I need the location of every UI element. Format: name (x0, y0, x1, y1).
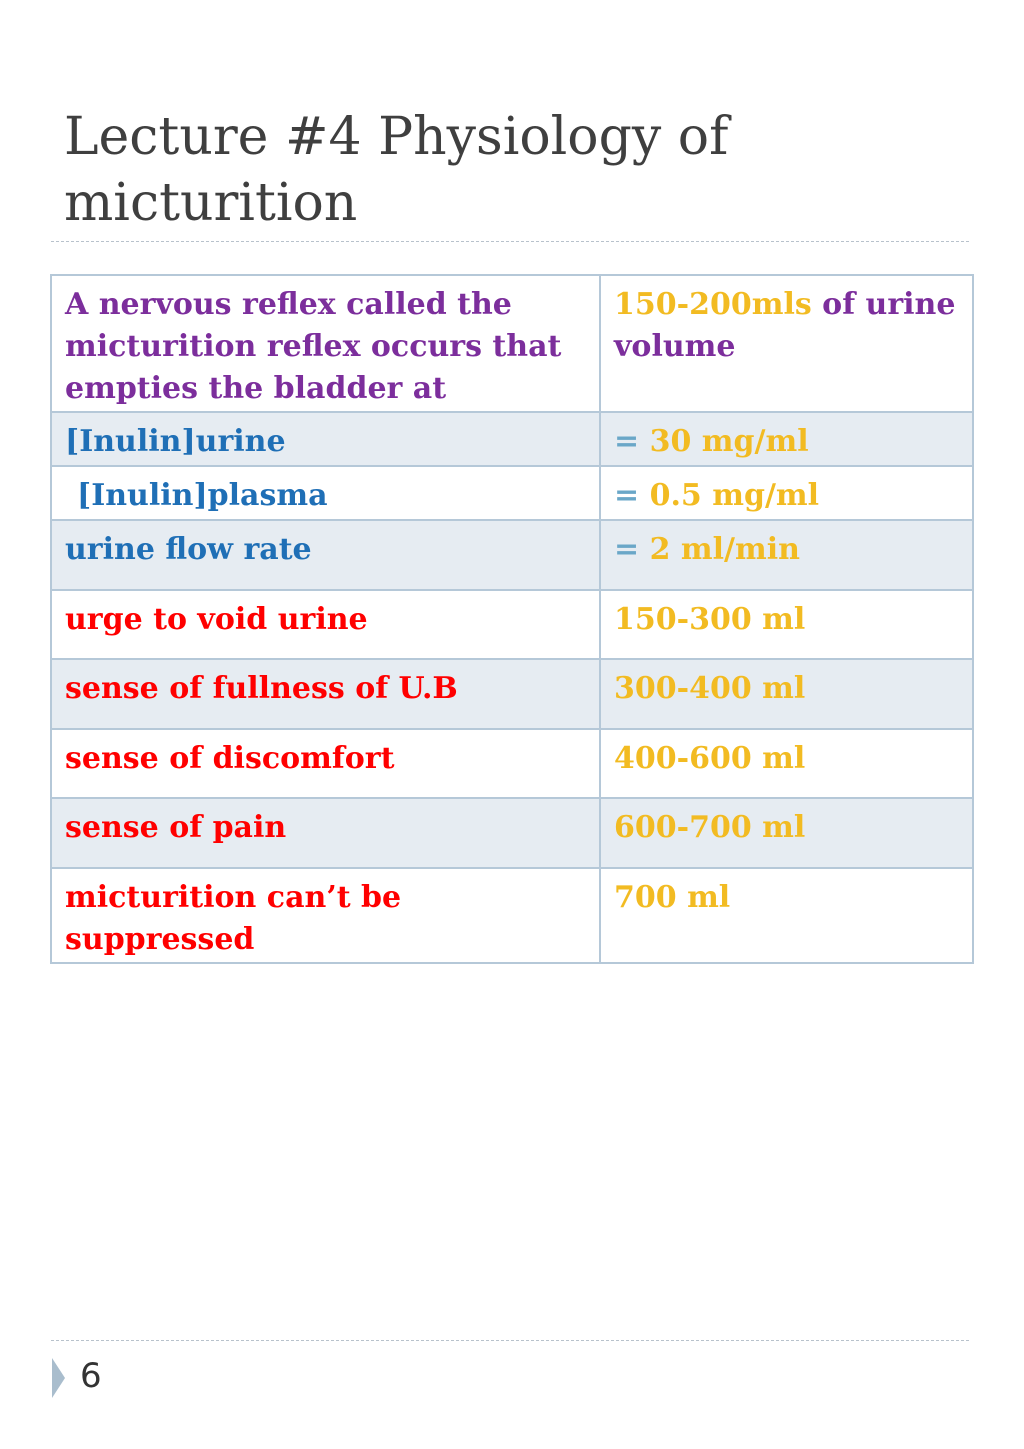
equals-sign: = (614, 532, 650, 567)
footer-divider (51, 1340, 969, 1341)
row-value: 600-700 ml (600, 798, 973, 868)
row-label: urge to void urine (51, 590, 600, 659)
equals-sign: = (614, 478, 650, 513)
row-label: [Inulin]plasma (51, 466, 600, 520)
table-row (51, 868, 973, 963)
row-label: micturition can’t be suppressed (51, 868, 600, 963)
table-row (51, 729, 973, 798)
table-row (51, 590, 973, 659)
value-range: 150-200mls (614, 287, 812, 322)
value-text: 2 ml/min (649, 532, 800, 567)
slide-title: Lecture #4 Physiology of micturition (64, 107, 729, 233)
row-label: [Inulin]urine (51, 412, 600, 466)
micturition-table (50, 274, 974, 964)
row-value (600, 412, 973, 466)
value-text: of urine volume (614, 287, 956, 364)
row-label: A nervous reflex called the micturition reflex occurs that empties the bladder at (51, 275, 600, 412)
value-text: 30 mg/ml (649, 424, 809, 459)
row-value: 700 ml (600, 868, 973, 963)
title-divider (51, 241, 969, 242)
table-row (51, 466, 973, 520)
equals-sign: = (614, 424, 650, 459)
table-row (51, 659, 973, 729)
page-number: 6 (80, 1356, 102, 1396)
row-value (600, 466, 973, 520)
row-label: sense of pain (51, 798, 600, 868)
row-label: sense of fullness of U.B (51, 659, 600, 729)
value-text: 0.5 mg/ml (649, 478, 820, 513)
table-row (51, 412, 973, 466)
table-row (51, 275, 973, 412)
row-value: 300-400 ml (600, 659, 973, 729)
triangle-right-icon (52, 1358, 65, 1398)
row-value: 150-300 ml (600, 590, 973, 659)
row-value: 400-600 ml (600, 729, 973, 798)
row-value (600, 520, 973, 590)
row-label: sense of discomfort (51, 729, 600, 798)
row-label: urine flow rate (51, 520, 600, 590)
table-row (51, 798, 973, 868)
table-row (51, 520, 973, 590)
row-value (600, 275, 973, 412)
